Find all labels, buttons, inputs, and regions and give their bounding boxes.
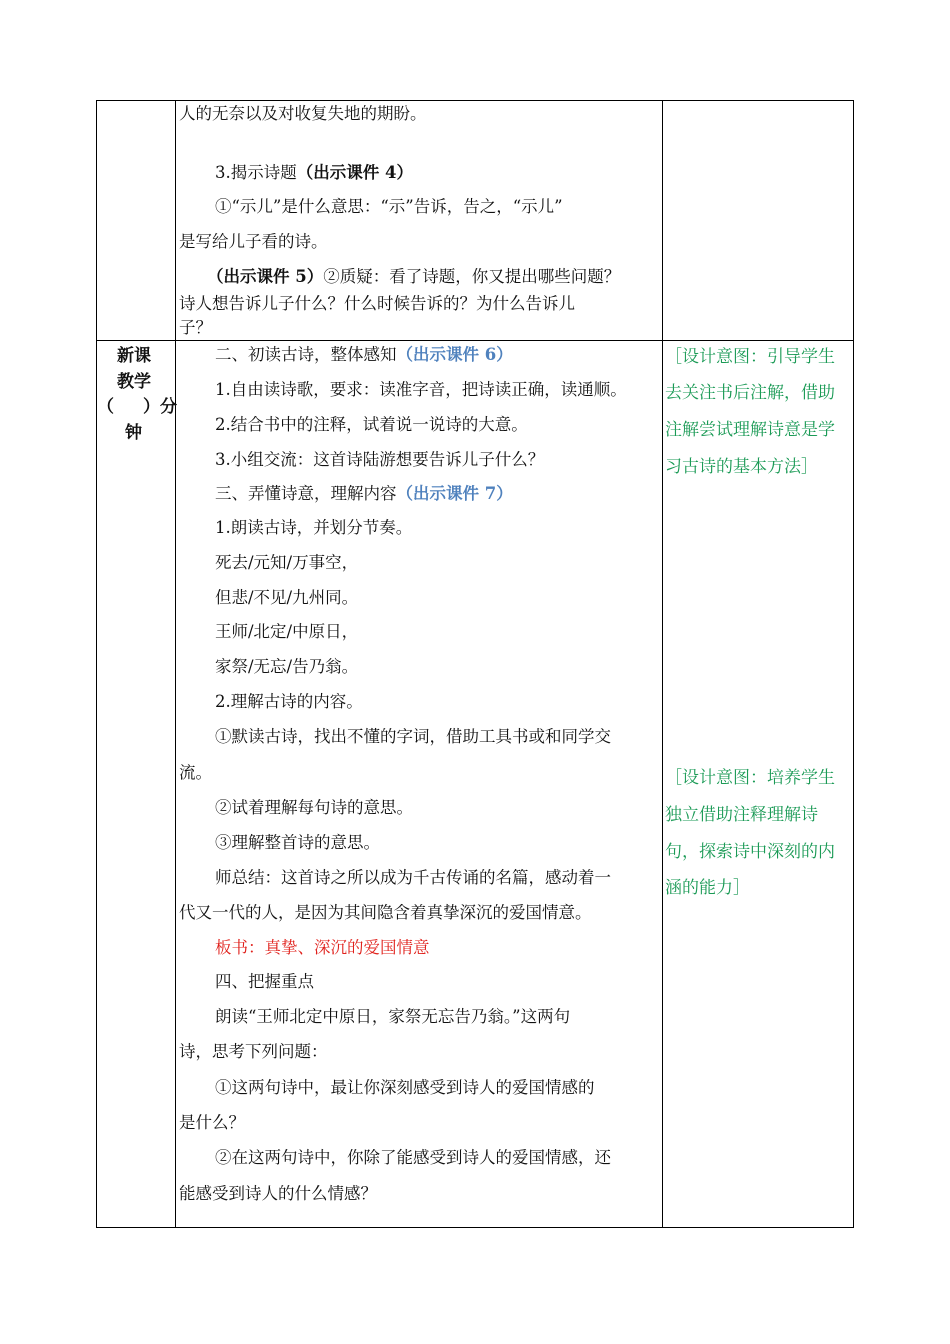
poem-line: 王师/北定/中原日， <box>215 622 359 641</box>
row-divider <box>97 340 853 341</box>
text-line: 人的无奈以及对收复失地的期盼。 <box>179 104 427 123</box>
text-line: ①默读古诗，找出不懂的字词，借助工具书或和同学交 <box>215 727 611 746</box>
section-label: 教学 <box>117 372 151 392</box>
column-divider-2 <box>662 101 663 1227</box>
text-line: ②试着理解每句诗的意思。 <box>215 798 413 817</box>
question-line: 是什么？ <box>179 1113 245 1132</box>
design-note: ［设计意图：培养学生 <box>665 768 835 788</box>
text-line: ③理解整首诗的意思。 <box>215 833 380 852</box>
text-line: 朗读“王师北定中原日，家祭无忘告乃翁。”这两句 <box>215 1007 571 1026</box>
text-line: 1.自由读诗歌，要求：读准字音，把诗读正确，读通顺。 <box>215 380 627 399</box>
question-line: ②在这两句诗中，你除了能感受到诗人的爱国情感，还 <box>215 1148 611 1167</box>
section-label: 新课 <box>117 346 151 366</box>
courseware-ref: （出示课件 7） <box>396 484 513 503</box>
text-line: 流。 <box>179 763 212 782</box>
design-note: ［设计意图：引导学生 <box>665 347 835 367</box>
courseware-ref: （出示课件 6） <box>396 345 513 364</box>
poem-line: 但悲/不见/九州同。 <box>215 588 359 607</box>
board-writing: 板书：真挚、深沉的爱国情意 <box>215 938 430 957</box>
design-note: 习古诗的基本方法］ <box>665 457 818 477</box>
text-line: 2.结合书中的注释，试着说一说诗的大意。 <box>215 415 528 434</box>
text-line: 诗，思考下列问题： <box>179 1042 328 1061</box>
column-divider-1 <box>175 101 176 1227</box>
text-line: 3.小组交流：这首诗陆游想要告诉儿子什么？ <box>215 450 545 469</box>
section-heading: 三、弄懂诗意，理解内容（出示课件 7） <box>215 484 513 503</box>
question-line: ①这两句诗中，最让你深刻感受到诗人的爱国情感的 <box>215 1078 595 1097</box>
courseware-ref: （出示课件 4） <box>296 163 413 182</box>
courseware-ref: （出示课件 5） <box>207 267 324 286</box>
section-label: 钟 <box>125 423 142 443</box>
design-note: 去关注书后注解，借助 <box>665 383 835 403</box>
text-line: 2.理解古诗的内容。 <box>215 692 363 711</box>
section-heading: 二、初读古诗，整体感知（出示课件 6） <box>215 345 513 364</box>
text-line: （出示课件 5）②质疑：看了诗题，你又提出哪些问题？ <box>207 267 621 286</box>
text-line: 子？ <box>179 318 212 337</box>
design-note: 独立借助注释理解诗 <box>665 805 818 825</box>
text-line: 诗人想告诉儿子什么？什么时候告诉的？为什么告诉儿 <box>179 294 575 313</box>
text-line: 师总结：这首诗之所以成为千古传诵的名篇，感动着一 <box>215 868 611 887</box>
design-note: 注解尝试理解诗意是学 <box>665 420 835 440</box>
design-note: 句，探索诗中深刻的内 <box>665 842 835 862</box>
text-line: 代又一代的人，是因为其间隐含着真挚深沉的爱国情意。 <box>179 903 592 922</box>
text-line: ①“示儿”是什么意思：“示”告诉，告之，“示儿” <box>215 197 563 216</box>
poem-line: 家祭/无忘/告乃翁。 <box>215 657 359 676</box>
question-line: 能感受到诗人的什么情感？ <box>179 1184 377 1203</box>
lesson-table: 人的无奈以及对收复失地的期盼。 3.揭示诗题（出示课件 4） ①“示儿”是什么意思：“示”告诉，告之，“示儿” 是写给儿子看的诗。 （出示课件 5）②质疑：看了诗题，你又提出哪些问题？ 诗人想告诉儿子什么？什么时候告诉的？为什么告诉儿 子？ 新课 教学 （ ）分 钟 二、初读古诗，整体感知（出示课件 6） 1.自由读诗歌，要求：读准字音，把诗读正确，读通顺。 2.结合书中的注释，试着说一说诗的大意。 3.小组交流：这首诗陆游想要告诉儿子什么？ 三、弄懂诗意，理解内容（出示课件 7） 1.朗读古诗，并划分节奏。 死去/元知/万事空， 但悲/不见/九州同。 王师/北定/中原日， 家祭/无忘/告乃翁。 2.理解古诗的内容。 ①默读古诗，找出不懂的字词，借助工具书或和同学交 流。 ②试着理解每句诗的意思。 ③理解整首诗的意思。 师总结：这首诗之所以成为千古传诵的名篇，感动着一 代又一代的人，是因为其间隐含着真挚深沉的爱国情意。 板书：真挚、深沉的爱国情意 四、把握重点 朗读“王师北定中原日，家祭无忘告乃翁。”这两句 诗，思考下列问题： ①这两句诗中，最让你深刻感受到诗人的爱国情感的 是什么？ ②在这两句诗中，你除了能感受到诗人的爱国情感，还 能感受到诗人的什么情感？ ［设计意图：引导学生 去关注书后注解，借助 注解尝试理解诗意是学 习古诗的基本方法］ ［设计意图：培养学生 独立借助注释理解诗 句，探索诗中深刻的内 涵的能力］ <box>96 100 854 1228</box>
poem-line: 死去/元知/万事空， <box>215 553 359 572</box>
section-heading: 四、把握重点 <box>215 972 314 991</box>
text-line: 是写给儿子看的诗。 <box>179 232 328 251</box>
design-note: 涵的能力］ <box>665 878 750 898</box>
text-line: 3.揭示诗题（出示课件 4） <box>215 163 413 182</box>
text-line: 1.朗读古诗，并划分节奏。 <box>215 518 413 537</box>
